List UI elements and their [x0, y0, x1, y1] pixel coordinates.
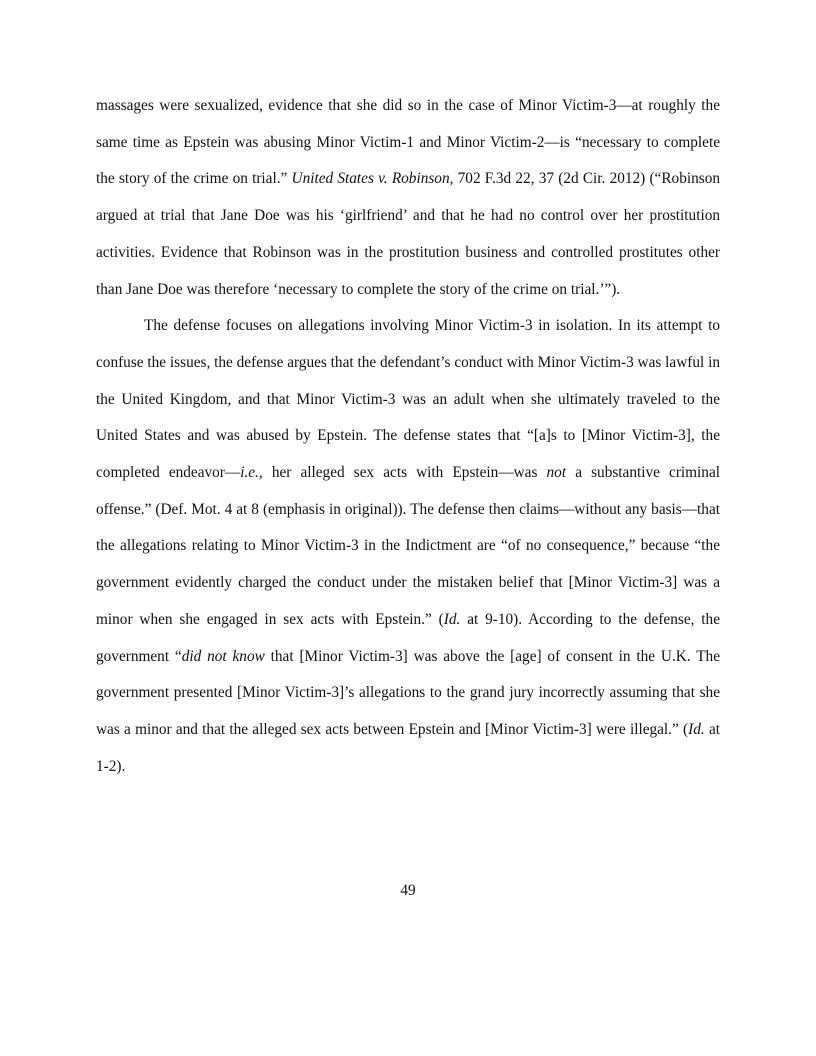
paragraph-1-text-2: , 702 F.3d 22, 37 (2d Cir. 2012) (“Robinson argued at trial that Jane Doe was his ‘girlfriend’ and that he had no control over her prostitution activities. Evidence that Robinson was in the prostitution business and controlled prostitutes other than Jane Doe was therefore ‘necessary to complete the story of the crime on trial.’”). — [96, 170, 720, 298]
ie-italic: i.e. — [240, 464, 259, 482]
paragraph-2-text-4: at 9-10). According to the defense, the government “ — [96, 610, 720, 665]
case-citation: United States v. Robinson — [291, 170, 450, 188]
not-italic: not — [546, 464, 567, 482]
paragraph-2 — [96, 308, 720, 785]
id-citation-1: Id. — [443, 610, 461, 628]
page-number: 49 — [400, 882, 416, 899]
paragraph-2-text-3: a substantive criminal offense.” (Def. Mot. 4 at 8 (emphasis in original)). The defense then claims—without any basis—that the allegations relating to Minor Victim-3 in the Indictment are “of no consequence,” because “the government evidently charged the conduct under the mistaken belief that [Minor Victim-3] was a minor when she engaged in sex acts with Epstein.” ( — [96, 464, 720, 628]
paragraph-1-text-1: massages were sexualized, evidence that she did so in the case of Minor Victim-3—at roughly the same time as Epstein was abusing Minor Victim-1 and Minor Victim-2—is “necessary to complete the story of the crime on trial.” — [96, 97, 720, 188]
paragraph-1 — [96, 88, 720, 308]
paragraph-2-text-5: that [Minor Victim-3] was above the [age] of consent in the U.K. The government presented [Minor Victim-3]’s allegations to the grand jury incorrectly assuming that she was a minor and that the alleged sex acts between Epstein and [Minor Victim-3] were illegal.” ( — [96, 647, 720, 738]
did-not-know-italic: did not know — [181, 647, 265, 665]
paragraph-2-text-2: , her alleged sex acts with Epstein—was — [258, 464, 547, 482]
paragraph-2-text-6: at 1-2). — [96, 720, 720, 775]
body-text — [96, 88, 720, 785]
id-citation-2: Id. — [688, 720, 705, 738]
paragraph-2-text-1: The defense focuses on allegations involving Minor Victim-3 in isolation. In its attempt to confuse the issues, the defense argues that the defendant’s conduct with Minor Victim-3 was lawful in the United Kingdom, and that Minor Victim-3 was an adult when she ultimately traveled to the United States and was abused by Epstein. The defense states that “[a]s to [Minor Victim-3], the completed endeavor— — [96, 317, 720, 482]
